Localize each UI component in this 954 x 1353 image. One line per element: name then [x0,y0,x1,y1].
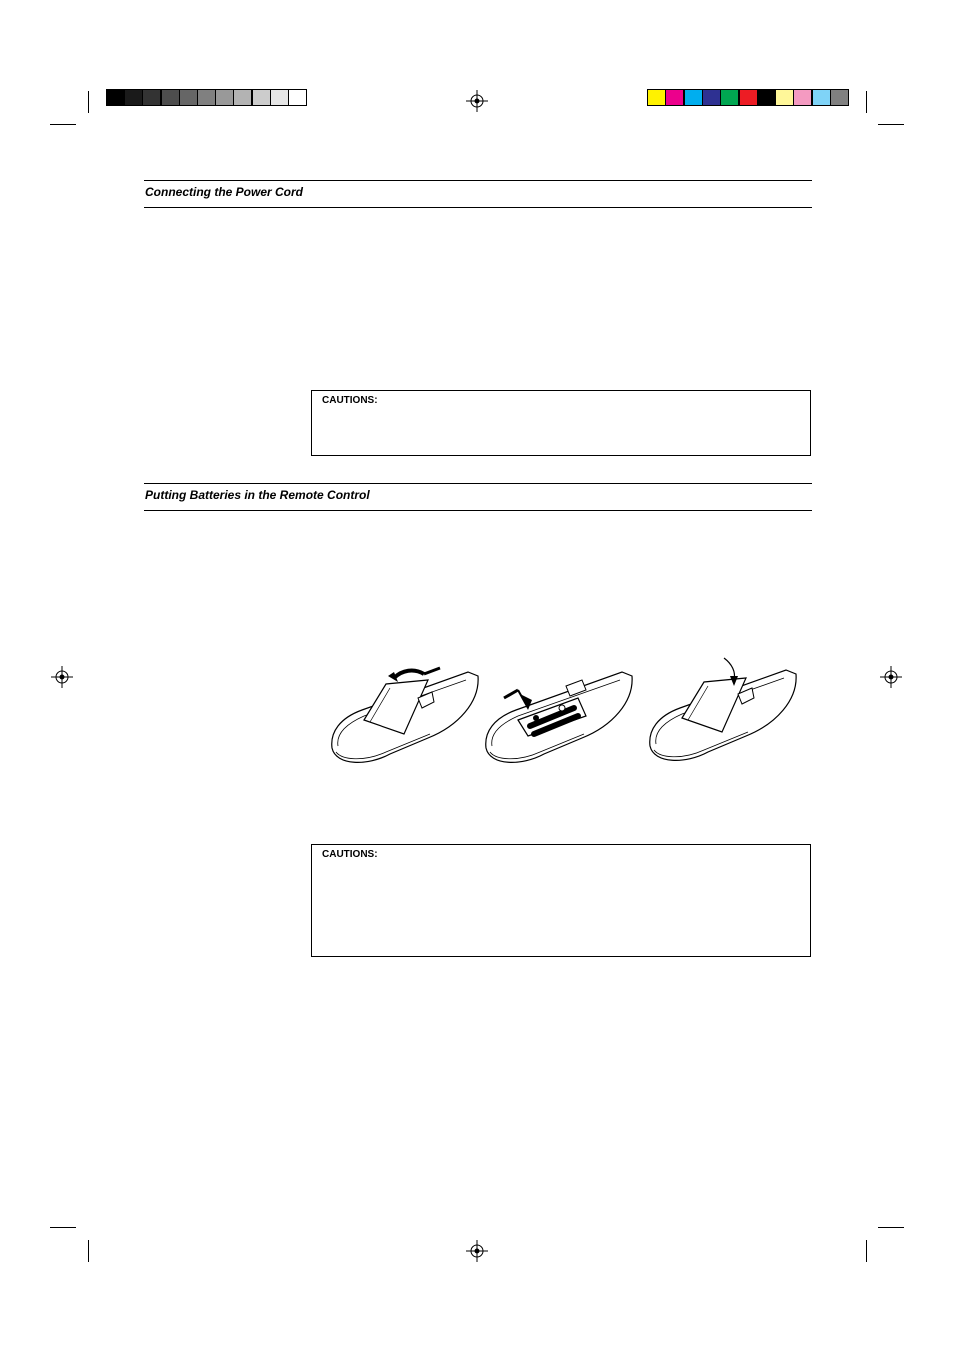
color-swatch [812,89,831,106]
remote-close-cover-icon [646,654,802,770]
color-swatch [775,89,794,106]
color-swatch [830,89,849,106]
gray-swatch [233,89,252,106]
section-title: Connecting the Power Cord [145,185,304,199]
section-rule [144,207,812,208]
gray-swatch [288,89,307,106]
cautions-box [311,844,811,957]
color-swatch [793,89,812,106]
gray-swatch [252,89,271,106]
gray-swatch [197,89,216,106]
crop-mark [88,1240,89,1262]
gray-swatch [161,89,180,106]
color-swatch [647,89,666,106]
crop-mark [50,124,76,125]
cautions-label: CAUTIONS: [322,395,378,406]
section-rule [144,510,812,511]
registration-target-icon [466,90,488,112]
cautions-box [311,390,811,456]
remote-insert-batteries-icon [482,664,638,774]
registration-target-icon [880,666,902,688]
color-swatch [720,89,739,106]
color-swatch [684,89,703,106]
color-swatch [665,89,684,106]
registration-target-icon [51,666,73,688]
crop-mark [878,124,904,125]
gray-swatch [179,89,198,106]
crop-mark [878,1227,904,1228]
color-swatch [739,89,758,106]
gray-swatch [124,89,143,106]
crop-mark [50,1227,76,1228]
remote-open-cover-icon [328,662,484,772]
section-title: Putting Batteries in the Remote Control [145,488,370,502]
crop-mark [866,91,867,113]
crop-mark [88,91,89,113]
section-rule [144,483,812,484]
gray-swatch [215,89,234,106]
gray-swatch [270,89,289,106]
color-swatch [702,89,721,106]
gray-swatch [106,89,125,106]
gray-swatch [142,89,161,106]
section-rule [144,180,812,181]
cautions-label: CAUTIONS: [322,849,378,860]
registration-target-icon [466,1240,488,1262]
crop-mark [866,1240,867,1262]
color-swatch [757,89,776,106]
